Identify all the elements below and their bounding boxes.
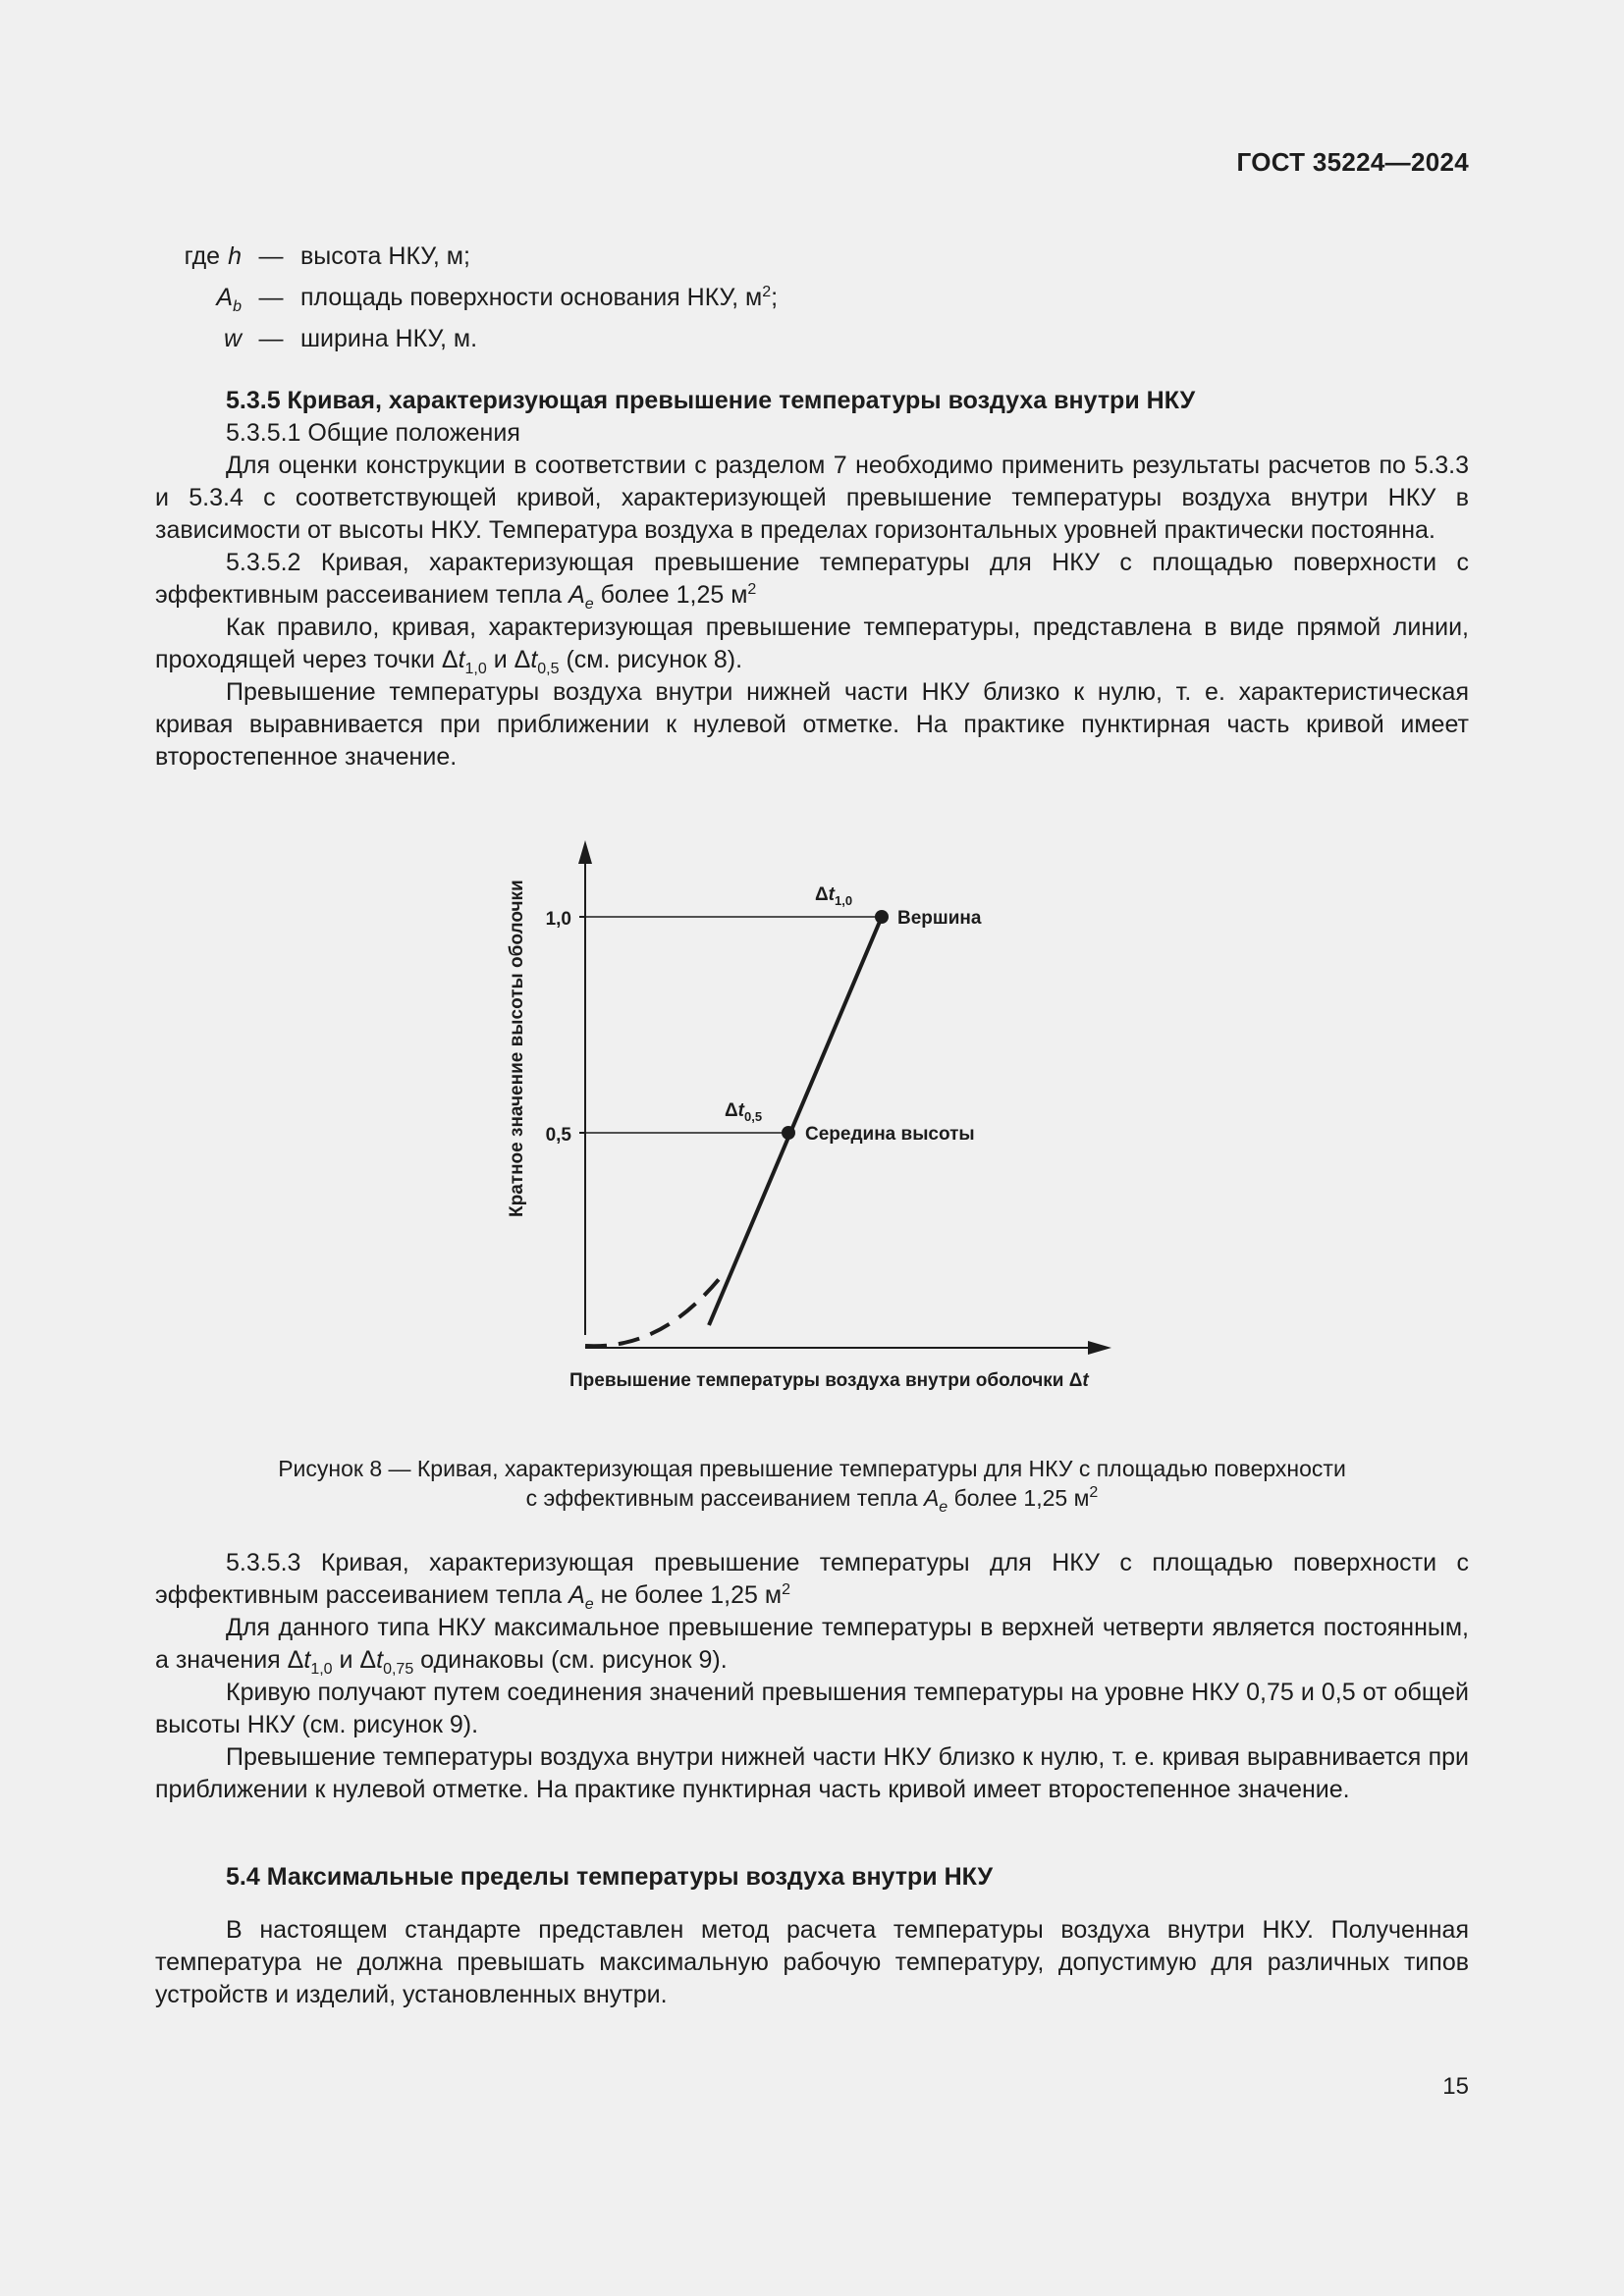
caption-line-1: Рисунок 8 — Кривая, характеризующая превышение температуры для НКУ с площадью поверхности (278, 1456, 1346, 1481)
caption-line-2: с эффективным рассеиванием тепла $A_e$ более 1,25 $м^2$ (525, 1484, 1099, 1516)
delta-label-mid: $\Delta t_{0,5}$ (725, 1100, 763, 1124)
symbol: A (216, 284, 234, 311)
figure-caption (155, 1454, 1469, 1516)
paragraph: Как правило, кривая, характеризующая превышение температуры, представлена в виде прямой линии, проходящей через точки $\Delta t_{1,0}$ и $\Delta t_{0,5}$ (см. рисунок 8). (155, 614, 1469, 677)
definition-row: $A_b$ — площадь поверхности основания НКУ, $м^2$; (157, 277, 778, 318)
point-mid (782, 1126, 795, 1140)
symbol: w (223, 325, 242, 352)
section-5-4-body (155, 1914, 1469, 2011)
subsection-heading: 5.3.5.3 Кривая, характеризующая превышение температуры для НКУ с площадью поверхности с эффективным рассеиванием тепла $A_e$ не более 1,25 $м^2$ (155, 1549, 1469, 1613)
paragraph: Кривую получают путем соединения значений превышения температуры на уровне НКУ 0,75 и 0,5 от общей высоты НКУ (см. рисунок 9). (155, 1679, 1469, 1738)
where-intro: где (184, 242, 221, 270)
x-axis-arrow (1088, 1341, 1111, 1355)
definition-row (157, 318, 778, 359)
curve-solid (709, 917, 882, 1325)
document-code: ГОСТ 35224—2024 (1236, 147, 1469, 177)
subsection-heading: 5.3.5.2 Кривая, характеризующая превышение температуры для НКУ с площадью поверхности с эффективным рассеиванием тепла $A_e$ более 1,25 $м^2$ (155, 549, 1469, 613)
section-heading: 5.3.5 Кривая, характеризующая превышение температуры воздуха внутри НКУ (226, 387, 1196, 414)
superscript: 2 (762, 284, 772, 300)
paragraph: Превышение температуры воздуха внутри нижней части НКУ близко к нулю, т. е. кривая выравнивается при приближении к нулевой отметке. На практике пунктирная часть кривой имеет второстепенное значение. (155, 1743, 1469, 1803)
page-number: 15 (1442, 2073, 1469, 2100)
dash: — (258, 325, 284, 352)
definition: ширина НКУ, м. (300, 325, 478, 352)
section-5-4 (155, 1861, 1469, 1894)
paragraph: Для оценки конструкции в соответствии с разделом 7 необходимо применить результаты расчетов по 5.3.3 и 5.3.4 с соответствующей кривой, характеризующей превышение температуры воздуха внутри НКУ в зависимости от высоты НКУ. Температура воздуха в пределах горизонтальных уровней практически постоянна. (155, 452, 1469, 544)
paragraph: Для данного типа НКУ максимальное превышение температуры в верхней четверти является постоянным, а значения $\Delta t_{1,0}$ и $\Delta t_{0,75}$ одинаковы (см. рисунок 9). (155, 1614, 1469, 1678)
label-top: Вершина (897, 908, 982, 929)
symbol-subscript: b (233, 298, 242, 315)
dash: — (258, 284, 284, 311)
y-axis-label: Кратное значение высоты оболочки (507, 880, 527, 1217)
subsection-heading: 5.3.5.1 Общие положения (226, 419, 520, 447)
symbol: h (228, 242, 242, 270)
paragraph: В настоящем стандарте представлен метод расчета температуры воздуха внутри НКУ. Полученная температура не должна превышать максимальную рабочую температуру, допустимую для различных типов устройств и изделий, установленных внутри. (155, 1916, 1469, 2008)
figure-8-chart (491, 834, 1139, 1404)
definition: площадь поверхности основания НКУ, м (300, 284, 763, 311)
curve-dashed (585, 1272, 725, 1346)
label-mid: Середина высоты (805, 1124, 975, 1145)
y-tick-label-0-5: 0,5 (545, 1125, 571, 1146)
delta-label-top: $\Delta t_{1,0}$ (815, 884, 853, 908)
variable-definitions (157, 236, 778, 359)
y-tick-label-1-0: 1,0 (545, 909, 571, 930)
paragraph: Превышение температуры воздуха внутри нижней части НКУ близко к нулю, т. е. характеристическая кривая выравнивается при приближении к нулевой отметке. На практике пунктирная часть кривой имеет второстепенное значение. (155, 678, 1469, 771)
definition: высота НКУ, м; (300, 242, 470, 270)
section-5-3-5-3 (155, 1547, 1469, 1806)
dash: — (258, 242, 284, 270)
section-5-3-5 (155, 385, 1469, 774)
section-heading: 5.4 Максимальные пределы температуры воздуха внутри НКУ (226, 1863, 994, 1891)
point-top (875, 910, 889, 924)
x-axis-label: Превышение температуры воздуха внутри оболочки Δt (569, 1370, 1089, 1391)
definition-row (157, 236, 778, 277)
y-axis-arrow (578, 840, 592, 864)
